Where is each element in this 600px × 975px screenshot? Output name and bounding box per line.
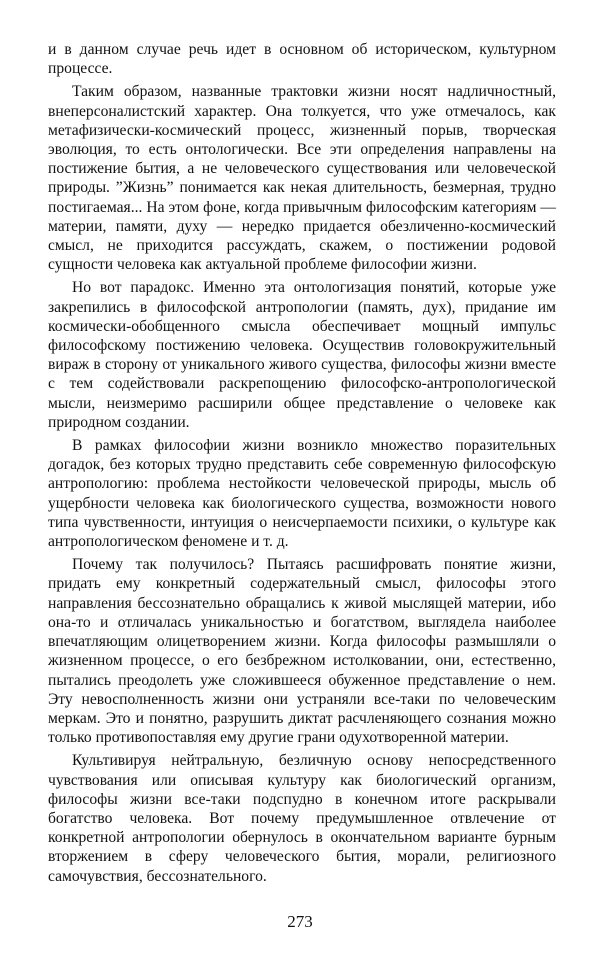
paragraph: Таким образом, названные трактовки жизни носят надличностный, внеперсоналистский характер. Она толкуется, что уже отмечалось, как метафизически-космический процесс, жизненный порыв, творческая эволюция, то есть онтологически. Все эти определения направлены на постижение бытия, а не человеческого существования или человеческой природы. ”Жизнь” понимается как некая длительность, безмерная, трудно постигаемая... На этом фоне, когда привычным философским категориям — материи, памяти, духу — нередко придается обезличенно-космический смысл, не приходится рассуждать, скажем, о постижении родовой сущности человека как актуальной проблеме философии жизни. xyxy=(48,83,556,274)
paragraph: В рамках философии жизни возникло множество поразительных догадок, без которых трудно представить себе современную философскую антропологию: проблема нестойкости человеческой природы, мысль об ущербности человека как биологического существа, возможности нового типа чувственности, интуиция о неисчерпаемости психики, о культуре как антропологическом феномене и т. д. xyxy=(48,437,556,551)
paragraph: Почему так получилось? Пытаясь расшифровать понятие жизни, придать ему конкретный содержательный смысл, философы этого направления бессознательно обращались к живой мыслящей материи, ибо она-то и отличалась уникальностью и богатством, выглядела наиболее впечатляющим олицетворением жизни. Когда философы размышляли о жизненном процессе, о его безбрежном истолковании, они, естественно, пытались преодолеть уже сложившееся обуженное представление о нем. Эту невосполненность жизни они устраняли все-таки по человеческим меркам. Это и понятно, разрушить диктат расчленяющего сознания можно только противопоставляя ему другие грани одухотворенной материи. xyxy=(48,556,556,747)
page-body xyxy=(48,40,556,890)
paragraph: Культивируя нейтральную, безличную основу непосредственного чувствования или описывая культуру как биологический организм, философы жизни все-таки подспудно в конечном итоге раскрывали богатство человека. Вот почему предумышленное отвлечение от конкретной антропологии обернулось в окончательном варианте бурным вторжением в сферу человеческого бытия, морали, религиозного самочувствия, бессознательного. xyxy=(48,752,556,885)
paragraph: Но вот парадокс. Именно эта онтологизация понятий, которые уже закрепились в философской антропологии (память, дух), придание им космически-обобщенного смысла обеспечивает мощный импульс философскому постижению человека. Осуществив головокружительный вираж в сторону от уникального живого существа, философы жизни вместе с тем содействовали раскрепощению философско-антропологической мысли, неизмеримо расширили общее представление о человеке как природном создании. xyxy=(48,279,556,431)
paragraph-continuation: и в данном случае речь идет в основном об историческом, культурном процессе. xyxy=(48,41,556,78)
page-number: 273 xyxy=(287,912,313,931)
